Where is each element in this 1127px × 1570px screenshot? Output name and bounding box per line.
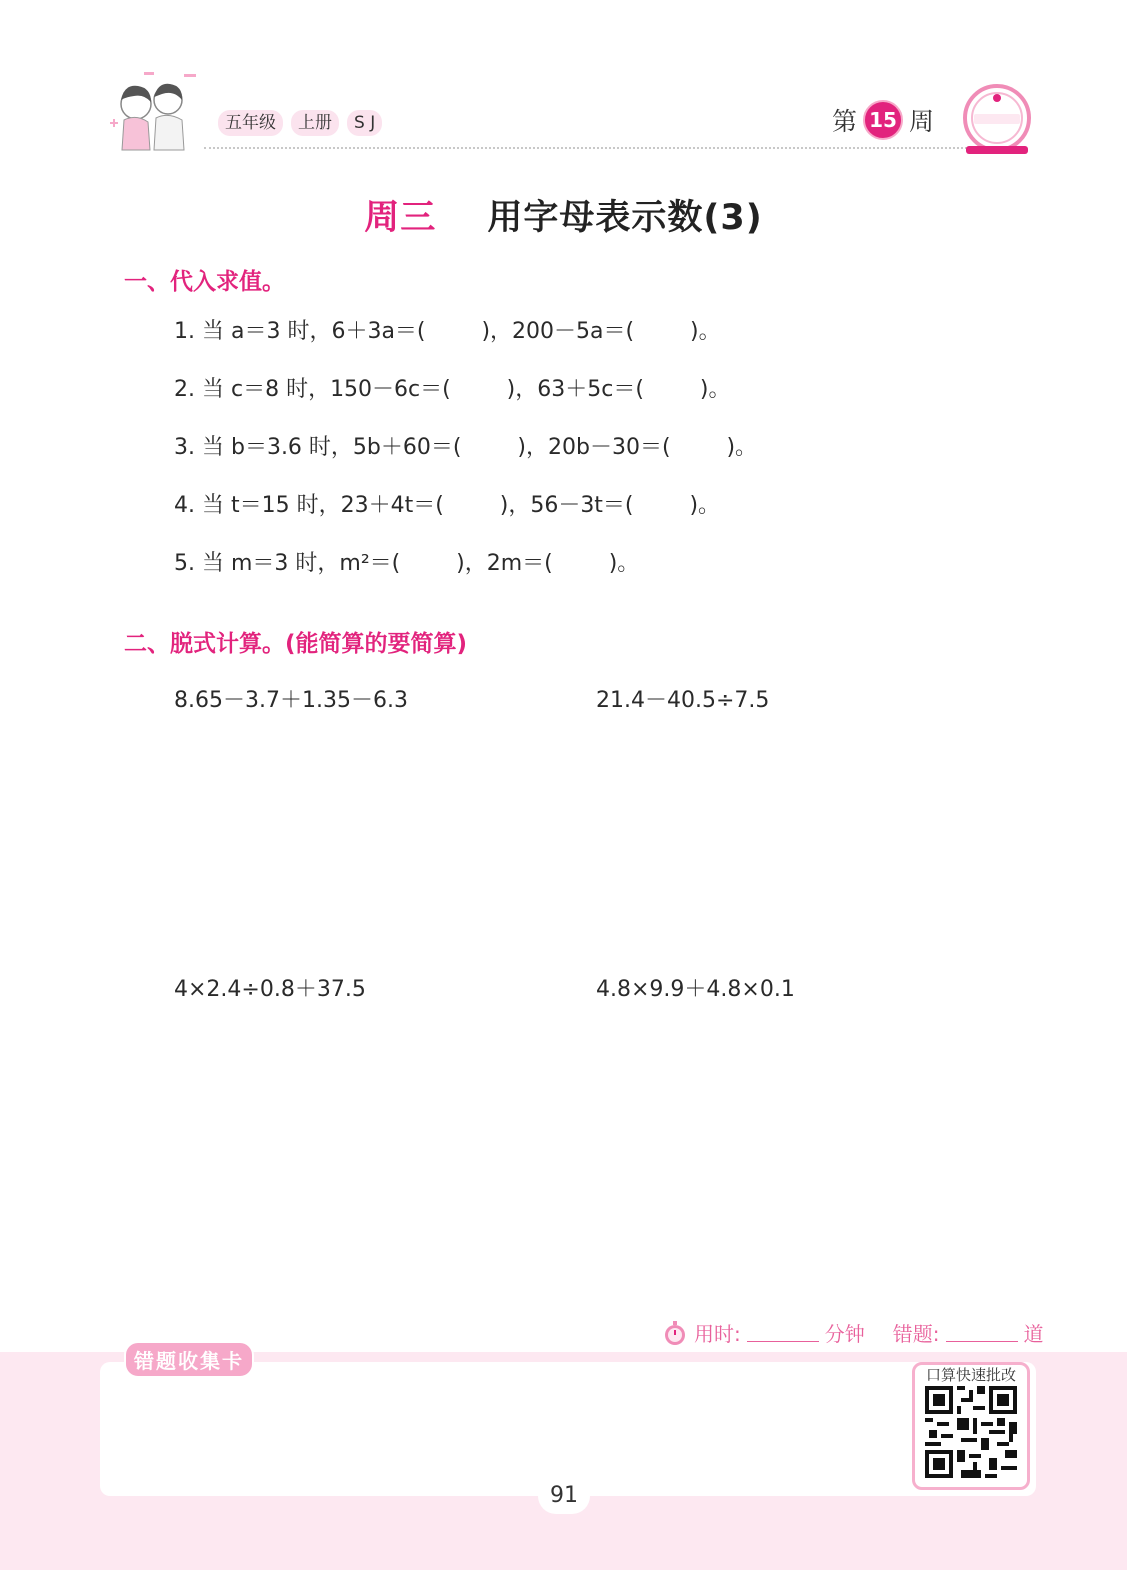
error-label: 错题: [892,1322,940,1346]
question-1: 1. 当 a＝3 时，6＋3a＝( )，200－5a＝( )。 [174,319,721,344]
question-5: 5. 当 m＝3 时，m²＝( )，2m＝( )。 [174,551,640,576]
expression-4: 4.8×9.9＋4.8×0.1 [596,977,795,1002]
week-indicator [832,100,934,140]
time-label: 用时: [694,1322,741,1346]
expression-1: 8.65－3.7＋1.35－6.3 [174,688,408,713]
error-blank[interactable] [946,1323,1018,1342]
grade-tags [218,110,382,136]
time-blank[interactable] [747,1323,819,1342]
week-suffix: 周 [909,107,935,136]
error-collection-card [100,1362,1036,1496]
error-card-label: 错题收集卡 [124,1341,254,1378]
header-divider [204,147,979,149]
page-number: 91 [538,1478,590,1514]
publisher-logo [960,80,1034,158]
kids-illustration [104,70,204,156]
expression-3: 4×2.4÷0.8＋37.5 [174,977,366,1002]
stopwatch-icon [662,1320,688,1346]
expression-2: 21.4－40.5÷7.5 [596,688,770,713]
grade-tag: 五年级 [218,110,283,136]
question-3: 3. 当 b＝3.6 时，5b＋60＝( )，20b－30＝( )。 [174,435,758,460]
question-2: 2. 当 c＝8 时，150－6c＝( )，63＋5c＝( )。 [174,377,731,402]
page-title [0,190,1127,240]
edition-tag: S J [347,110,382,136]
section-2-heading: 二、脱式计算。(能简算的要简算) [124,631,468,657]
section-1-heading: 一、代入求值。 [124,269,285,295]
time-unit: 分钟 [824,1322,865,1346]
week-number-badge: 15 [863,100,903,140]
qr-caption: 口算快速批改 [925,1366,1016,1384]
title-topic: 用字母表示数(3) [487,198,763,238]
volume-tag: 上册 [291,110,339,136]
question-4: 4. 当 t＝15 时，23＋4t＝( )，56－3t＝( )。 [174,493,721,518]
qr-code-icon[interactable] [925,1386,1017,1478]
title-day: 周三 [364,198,437,238]
time-and-errors-record [662,1318,1044,1347]
error-unit: 道 [1023,1322,1044,1346]
week-prefix: 第 [832,107,858,136]
